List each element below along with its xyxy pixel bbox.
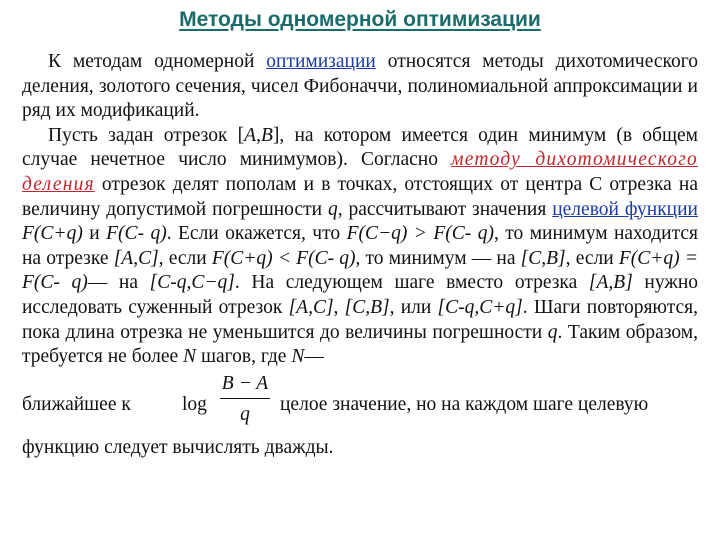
text: , или <box>389 296 438 318</box>
formula: [C-q,C+q] <box>437 296 523 318</box>
log-symbol: log <box>182 393 207 415</box>
var: B <box>260 124 273 146</box>
var: N <box>183 346 197 368</box>
var: q <box>547 321 558 343</box>
text: . На следующем шаге вместо отрезка <box>234 272 589 294</box>
formula: [A,C] <box>113 247 159 269</box>
formula-line <box>22 372 698 436</box>
optimization-link[interactable]: оптимизации <box>266 51 376 72</box>
text: — <box>304 346 324 368</box>
text: — на <box>87 272 150 294</box>
text: . Таким образом, требуется не более <box>22 321 698 368</box>
formula: F(C−q) > F(C- q) <box>346 223 494 245</box>
text: , то минимум находится на отрезке <box>22 223 698 269</box>
formula: F(C+q) = F(C- q) <box>22 247 698 294</box>
paragraph-1 <box>22 50 698 124</box>
text: . Шаги повторяются, пока длина отрезка не уменьшится до величины погрешности <box>22 296 698 343</box>
text: К методам одномерной <box>48 51 267 72</box>
text: Пусть задан отрезок [ <box>48 124 245 146</box>
text: , если <box>158 247 212 269</box>
formula: F(C+q) <box>22 223 83 245</box>
fraction-denominator: q <box>240 403 250 425</box>
text: , если <box>565 247 619 269</box>
slide-title-text: Методы одномерной оптимизации <box>179 8 541 31</box>
text: , рассчитывают значения <box>337 198 553 220</box>
formula: [C-q,C−q] <box>149 272 235 294</box>
text: , <box>333 296 345 318</box>
text: , <box>256 124 261 146</box>
formula: [C,B] <box>520 247 566 269</box>
text: шагов, где <box>196 346 292 368</box>
text: отрезок делят пополам и в точках, отстоящих от центра С отрезка на величину допустимой погрешности <box>22 173 698 220</box>
text: относятся методы дихотомического деления, золотого сечения, чисел Фибоначчи, полиномиальной аппроксимации и ряд их модификаций. <box>22 51 698 122</box>
text: ], на котором имеется один минимум (в общем случае нечетное число минимумов). Согласно <box>22 124 698 171</box>
formula: F(C- q) <box>106 223 167 245</box>
formula-prefix: ближайшее к <box>22 393 131 415</box>
fraction-bar <box>220 398 270 399</box>
paragraph-2 <box>22 124 698 370</box>
slide-title <box>0 8 720 32</box>
formula: [C,B] <box>344 296 390 318</box>
var: q <box>327 198 338 220</box>
dichotomy-method-link[interactable]: методу дихотомического деления <box>22 149 699 195</box>
fraction <box>218 372 272 428</box>
text: , то минимум — на <box>355 247 521 269</box>
formula-suffix: целое значение, но на каждом шаге целевую <box>280 393 649 415</box>
formula: [A,C] <box>288 296 334 318</box>
formula: [A,B] <box>588 272 633 294</box>
text: . Если окажется, что <box>166 223 347 245</box>
fraction-numerator: B − A <box>221 372 269 394</box>
var: A <box>244 124 257 146</box>
slide-body <box>22 50 698 460</box>
var: N <box>291 346 305 368</box>
last-line: функцию следует вычислять дважды. <box>22 436 334 458</box>
text: нужно исследовать суженный отрезок <box>22 272 699 318</box>
target-function-link[interactable]: целевой функции <box>552 198 698 220</box>
formula: F(C+q) < F(C- q) <box>211 247 356 269</box>
text: и <box>82 223 107 245</box>
